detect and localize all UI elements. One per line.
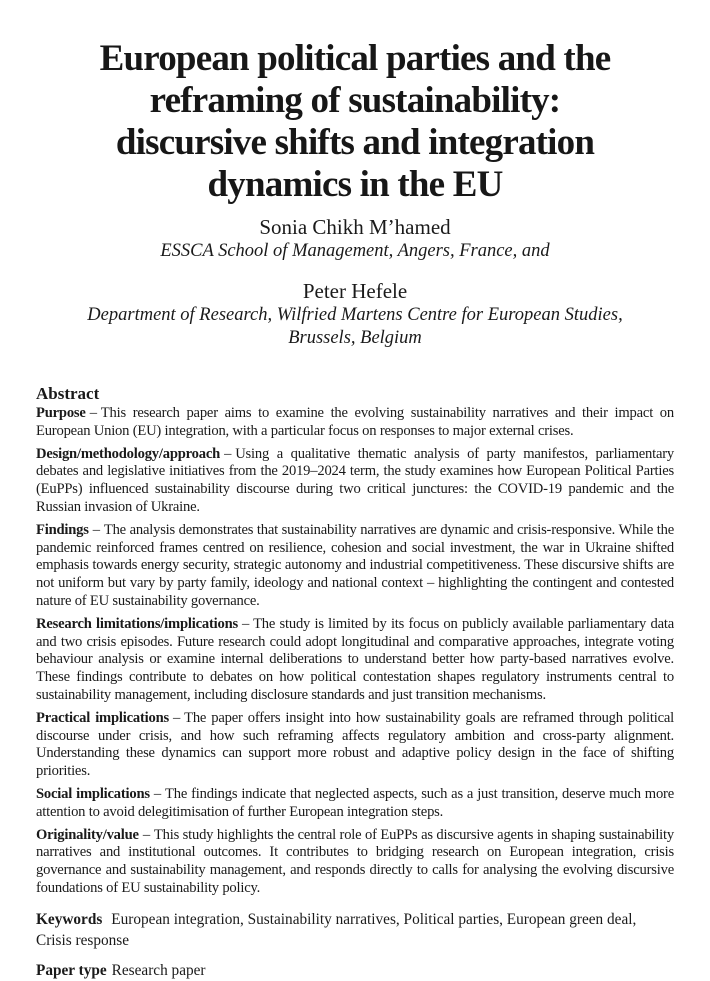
- section-dash: –: [92, 521, 100, 538]
- author-affiliation: Brussels, Belgium: [288, 328, 422, 348]
- keywords-text: European integration, Sustainability narratives, Political parties, European green deal, Crisis response: [36, 910, 637, 949]
- section-label: Originality/value: [36, 826, 139, 843]
- section-dash: –: [173, 709, 181, 726]
- paper-type-row: [36, 960, 674, 981]
- abstract-section-practical-implications: [36, 710, 674, 781]
- author-name: Sonia Chikh M’hamed: [259, 215, 451, 239]
- author-block: [36, 214, 674, 350]
- title-line: dynamics in the EU: [207, 164, 503, 205]
- section-dash: –: [153, 785, 162, 802]
- section-label: Practical implications: [36, 709, 170, 726]
- section-text: The paper offers insight into how sustainability goals are reframed through political discourse under crisis, and how such reframing affects regulatory ambition and cross-party alignment. Understanding these dynamics can support more robust and adaptive policy design in the face of shifting priorities.: [36, 709, 674, 780]
- section-dash: –: [142, 826, 150, 843]
- article-title: [36, 38, 674, 206]
- abstract-section-originality: [36, 827, 674, 898]
- section-text: This research paper aims to examine the evolving sustainability narratives and their impact on European Union (EU) integration, with a particular focus on responses to major external crises.: [36, 405, 674, 439]
- author-affiliation: ESSCA School of Management, Angers, France, and: [160, 241, 550, 261]
- section-label: Findings: [36, 521, 89, 538]
- author-affiliation: Department of Research, Wilfried Martens Centre for European Studies,: [87, 305, 623, 325]
- section-text: The findings indicate that neglected aspects, such as a just transition, deserve much more attention to avoid delegitimisation of further European integration steps.: [36, 785, 674, 820]
- section-text: The study is limited by its focus on publicly available parliamentary data and two crisis episodes. Future research could adopt longitudinal and comparative approaches, integrate voting behaviour analysis or examine internal deliberations to understand better how party-based narratives evolve. These findings contribute to debates on how political contestation shapes regulatory instruments central to sustainability management, including disclosure standards and just transition mechanisms.: [36, 615, 674, 703]
- abstract-section-research-limitations: [36, 616, 674, 705]
- section-text: This study highlights the central role of EuPPs as discursive agents in shaping sustainability narratives and institutional outcomes. It contributes to bridging research on European integration, crisis governance and sustainability management, and responds directly to calls for analysing the evolving discursive foundations of EU sustainability policy.: [36, 826, 674, 896]
- section-label: Research limitations/implications: [36, 615, 238, 632]
- title-line: European political parties and the: [99, 38, 611, 79]
- abstract-section-purpose: [36, 405, 674, 441]
- section-label: Social implications: [36, 785, 150, 802]
- section-dash: –: [224, 445, 232, 462]
- paper-type-text: Research paper: [111, 961, 206, 979]
- title-line: discursive shifts and integration: [115, 122, 595, 163]
- abstract-section-design: [36, 446, 674, 517]
- title-line: reframing of sustainability:: [149, 80, 561, 121]
- abstract-section-social-implications: [36, 786, 674, 822]
- section-dash: –: [89, 405, 97, 421]
- abstract-section-findings: [36, 522, 674, 611]
- abstract-heading: Abstract: [36, 384, 100, 403]
- section-text: The analysis demonstrates that sustainability narratives are dynamic and crisis-responsive. While the pandemic reinforced frames centred on resilience, cohesion and social investment, the war in Ukraine shifted emphasis towards energy security, strategic autonomy and industrial competitiveness. These discursive shifts are not uniform but vary by party family, ideology and national context – highlighting the contingent and contested nature of EU sustainability governance.: [36, 521, 674, 609]
- section-text: Using a qualitative thematic analysis of party manifestos, parliamentary debates and legislative initiatives from the 2019–2024 term, the study examines how European Political Parties (EuPPs) influenced sustainability discourse during two critical junctures: the COVID-19 pandemic and the Russian invasion of Ukraine.: [36, 445, 674, 515]
- author-name: Peter Hefele: [302, 279, 408, 303]
- keywords-row: [36, 909, 674, 951]
- section-dash: –: [241, 615, 250, 632]
- section-label: Design/methodology/approach: [36, 445, 221, 462]
- section-label: Purpose: [36, 405, 86, 421]
- keywords-label: Keywords: [36, 910, 103, 928]
- paper-type-label: Paper type: [36, 961, 107, 979]
